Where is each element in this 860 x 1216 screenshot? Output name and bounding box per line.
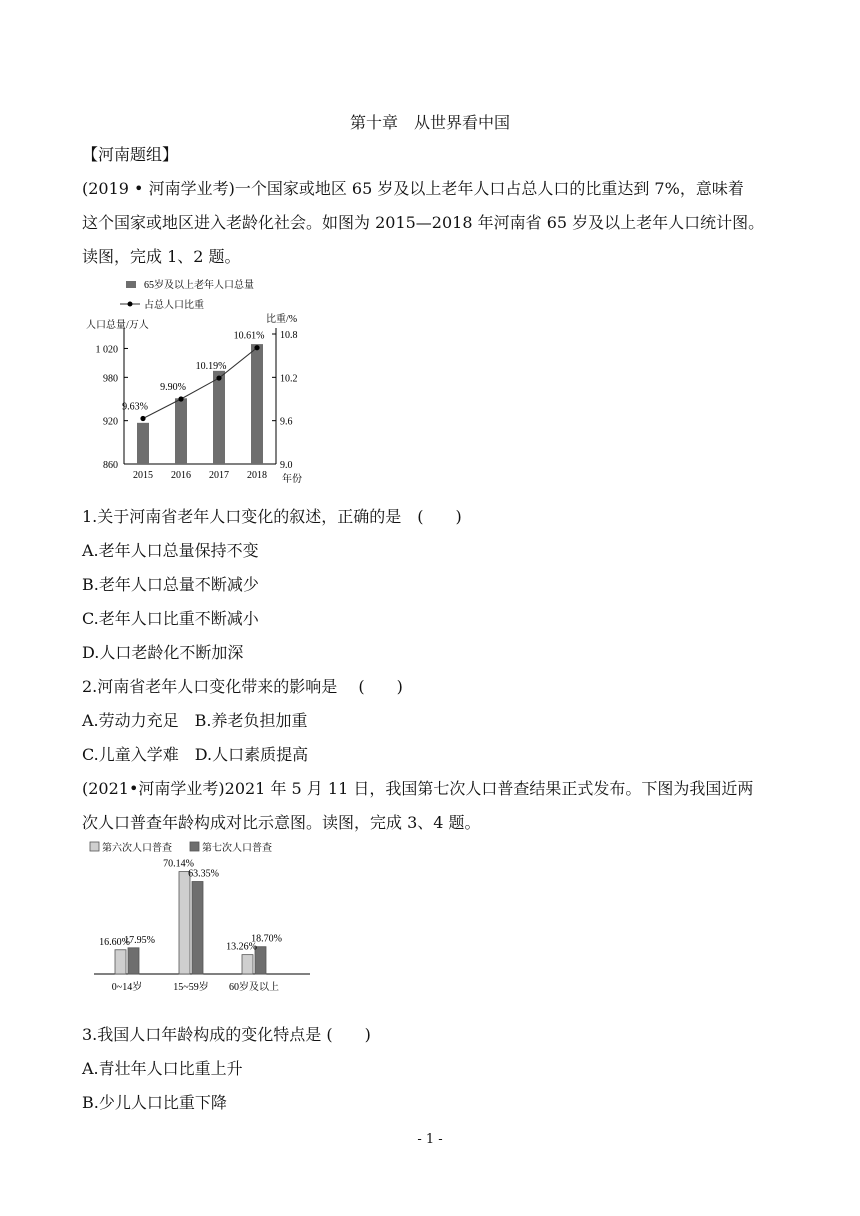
ratio-label: 9.63% [122, 401, 148, 413]
q1-option-c: C.老年人口比重不断减小 [82, 609, 259, 628]
census7-value-label: 18.70% [251, 933, 282, 945]
chapter-title: 第十章 从世界看中国 [349, 113, 510, 132]
x-tick-label: 2018 [247, 470, 267, 481]
x-tick-label: 2016 [171, 470, 191, 481]
bar-2018 [251, 344, 263, 464]
elderly-population-chart [80, 272, 320, 490]
ratio-point-2016 [178, 396, 183, 401]
y2-tick-label: 10.8 [280, 330, 298, 341]
y-axis-title: 人口总量/万人 [86, 320, 149, 331]
q1-stem: 1.关于河南省老年人口变化的叙述，正确的是 ( ) [82, 507, 462, 526]
census-age-chart [82, 838, 322, 998]
q1-option-d: D.人口老龄化不断加深 [82, 643, 244, 662]
bar-census7-0 [128, 948, 139, 974]
x-tick-label: 2015 [133, 470, 153, 481]
y2-axis-title: 比重/% [266, 314, 298, 325]
census6-value-label: 70.14% [163, 858, 194, 870]
x-category-label: 0~14岁 [111, 982, 143, 993]
y2-tick-label: 9.0 [280, 460, 293, 471]
q1-option-b: B.老年人口总量不断减少 [82, 575, 259, 594]
census6-value-label: 13.26% [226, 941, 257, 953]
census6-value-label: 16.60% [99, 936, 130, 948]
ratio-point-2015 [140, 416, 145, 421]
y-tick-label: 920 [103, 416, 118, 428]
ratio-label: 10.19% [195, 361, 227, 373]
section-header: 【河南题组】 [82, 145, 179, 164]
legend-line-marker [128, 302, 133, 307]
legend-bar-swatch [126, 281, 136, 288]
y2-tick-label: 9.6 [280, 416, 293, 428]
q3-option-a: A.青壮年人口比重上升 [82, 1059, 243, 1078]
bar-2016 [175, 398, 187, 464]
x-tick-label: 2017 [209, 470, 229, 481]
legend-bar-label: 65岁及以上老年人口总量 [144, 280, 254, 291]
intro1-line-1: (2019 • 河南学业考)一个国家或地区 65 岁及以上老年人口占总人口的比重达到 7%，意味着 [82, 179, 744, 198]
page-number: - 1 - [417, 1132, 443, 1147]
bar-census6-1 [179, 872, 190, 974]
bar-census7-1 [192, 882, 203, 974]
x-axis-title: 年份 [282, 474, 302, 485]
q2-option-ab: A.劳动力充足 B.养老负担加重 [82, 711, 308, 730]
intro2-line-2: 次人口普查年龄构成对比示意图。读图，完成 3、4 题。 [82, 813, 481, 832]
census7-value-label: 17.95% [124, 934, 155, 946]
ratio-point-2018 [254, 345, 259, 350]
bar-2017 [213, 371, 225, 464]
legend-census7-label: 第七次人口普查 [202, 843, 272, 854]
ratio-label: 9.90% [160, 382, 186, 393]
legend-census6-swatch [90, 842, 99, 851]
q3-stem: 3.我国人口年龄构成的变化特点是 ( ) [82, 1025, 371, 1044]
y2-tick-label: 10.2 [280, 373, 298, 385]
bar-census6-0 [115, 950, 126, 974]
intro2-line-1: (2021•河南学业考)2021 年 5 月 11 日，我国第七次人口普查结果正式发布。下图为我国近两 [82, 779, 754, 798]
ratio-label: 10.61% [233, 330, 265, 342]
y-tick-label: 1 020 [95, 344, 118, 356]
legend-census7-swatch [190, 842, 199, 851]
q2-stem: 2.河南省老年人口变化带来的影响是 ( ) [82, 677, 403, 696]
q1-option-a: A.老年人口总量保持不变 [82, 541, 259, 560]
q3-option-b: B.少儿人口比重下降 [82, 1093, 227, 1112]
legend-line-label: 占总人口比重 [144, 300, 204, 311]
y-tick-label: 860 [103, 460, 118, 471]
intro1-line-3: 读图，完成 1、2 题。 [82, 247, 241, 266]
x-category-label: 15~59岁 [173, 982, 209, 993]
intro1-line-2: 这个国家或地区进入老龄化社会。如图为 2015—2018 年河南省 65 岁及以上老年人口统计图。 [82, 213, 765, 232]
q2-option-cd: C.儿童入学难 D.人口素质提高 [82, 745, 309, 764]
y-tick-label: 980 [103, 373, 118, 385]
census7-value-label: 63.35% [188, 868, 219, 880]
ratio-point-2017 [216, 375, 221, 380]
legend-census6-label: 第六次人口普查 [102, 843, 172, 854]
bar-census6-2 [242, 955, 253, 974]
bar-2015 [137, 423, 149, 464]
x-category-label: 60岁及以上 [229, 982, 279, 993]
